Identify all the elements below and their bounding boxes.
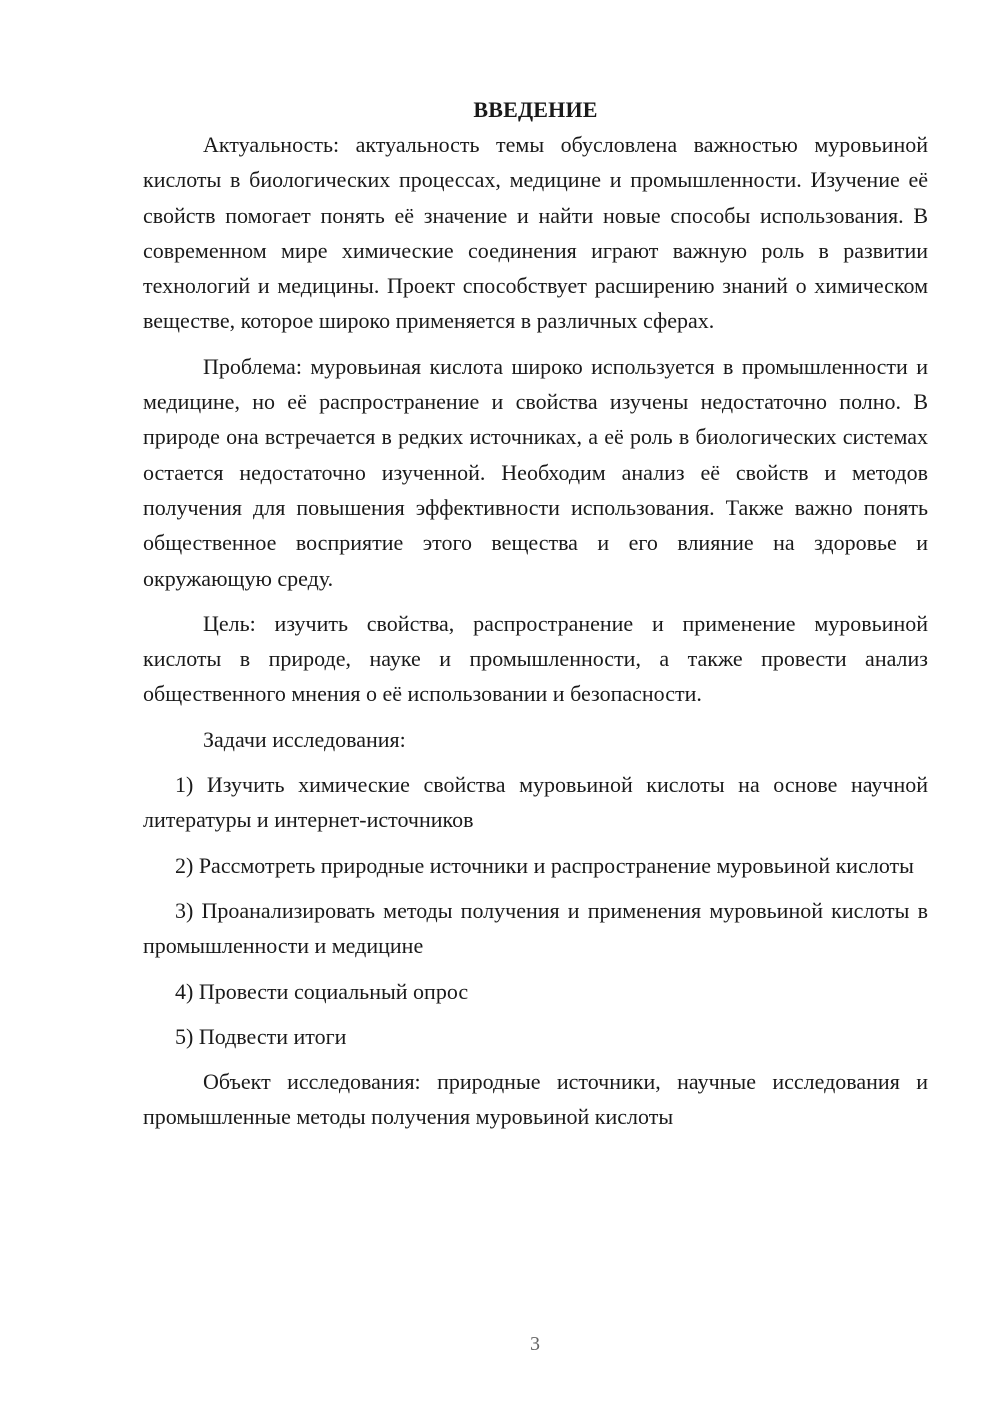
- task-item-2: 2) Рассмотреть природные источники и распространение муровьиной кислоты: [175, 852, 914, 878]
- page-number: 3: [530, 1333, 540, 1355]
- tasks-heading: Задачи исследования:: [203, 726, 406, 752]
- object-paragraph: Объект исследования: природные источники, научные исследования и промышленные методы получения муровьиной кислоты: [143, 1069, 928, 1130]
- task-item-4: 4) Провести социальный опрос: [175, 978, 469, 1004]
- task-item-5: 5) Подвести итоги: [175, 1023, 347, 1049]
- goal-paragraph: Цель: изучить свойства, распространение и применение муровьиной кислоты в природе, науке и промышленности, а также провести анализ общественного мнения о её использовании и безопасности.: [143, 610, 928, 707]
- problem-paragraph: Проблема: муровьиная кислота широко используется в промышленности и медицине, но её распространение и свойства изучены недостаточно полно. В природе она встречается в редких источниках, а её роль в биологических системах остается недостаточно изученной. Необходим анализ её свойств и методов получения для повышения эффективности использования. Также важно понять общественное восприятие этого вещества и его влияние на здоровье и окружающую среду.: [143, 353, 928, 591]
- relevance-paragraph: Актуальность: актуальность темы обусловлена важностью муровьиной кислоты в биологических процессах, медицине и промышленности. Изучение её свойств помогает понять её значение и найти новые способы использования. В современном мире химические соединения играют важную роль в развитии технологий и медицины. Проект способствует расширению знаний о химическом веществе, которое широко применяется в различных сферах.: [143, 132, 928, 334]
- task-item-1: 1) Изучить химические свойства муровьиной кислоты на основе научной литературы и интернет-источников: [143, 772, 928, 833]
- document-page: [143, 92, 928, 1145]
- task-item-3: 3) Проанализировать методы получения и применения муровьиной кислоты в промышленности и медицине: [143, 897, 928, 959]
- page-title: ВВЕДЕНИЕ: [473, 97, 598, 122]
